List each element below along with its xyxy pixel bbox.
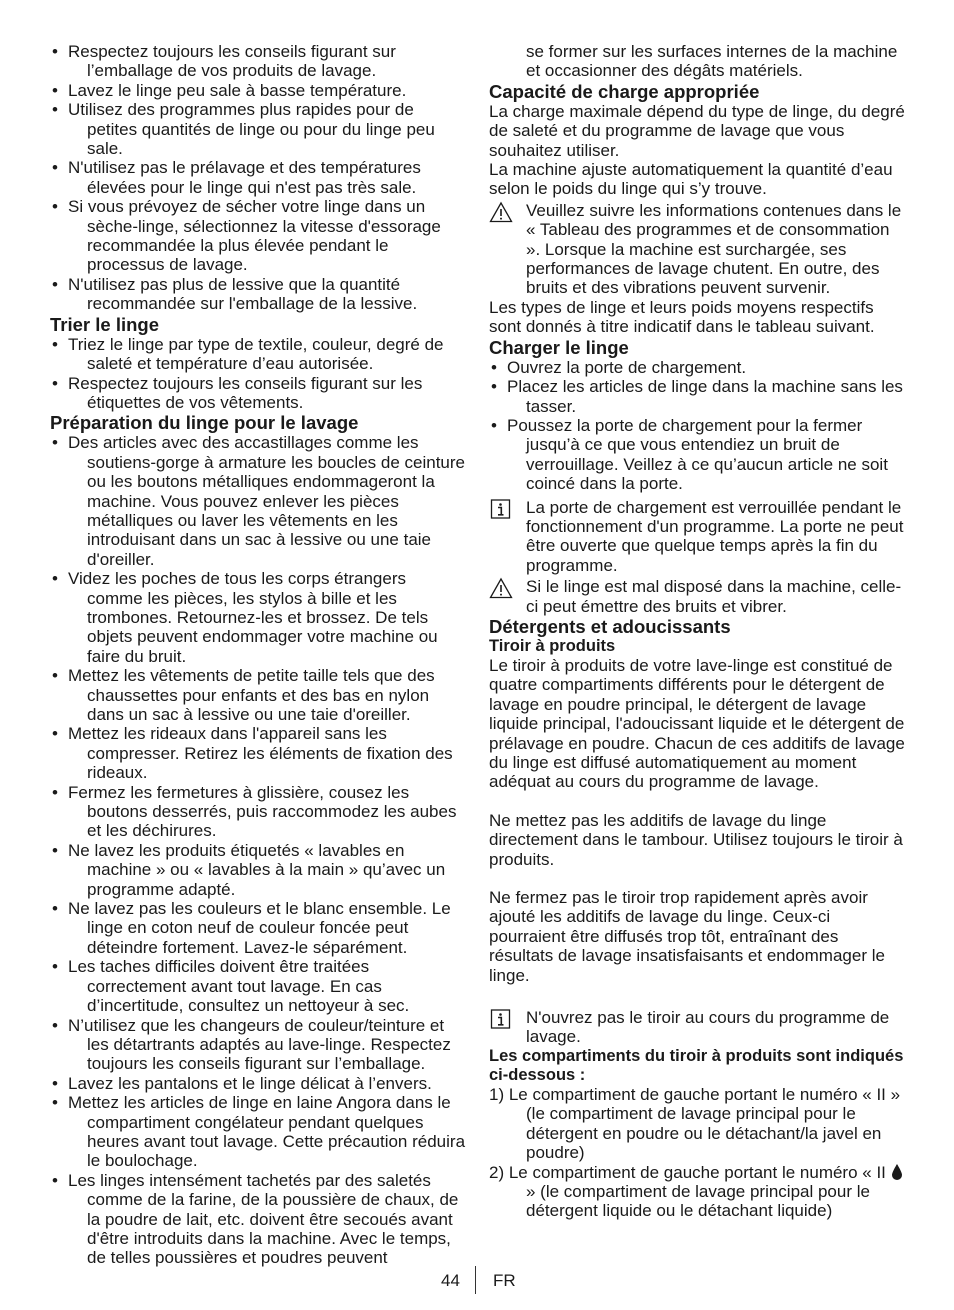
list-item: • Lavez le linge peu sale à basse température. <box>50 81 466 100</box>
warning-text: Si le linge est mal disposé dans la machine, celle-ci peut émettre des bruits et vibrer. <box>526 577 902 616</box>
list-item: • Videz les poches de tous les corps étrangers comme les pièces, les stylos à bille et les trombones. Retournez-les et brossez. De tels objets peuvent endommager votre machine ou faire du bruit. <box>50 569 466 666</box>
info-icon <box>489 498 513 520</box>
trier-list <box>50 335 466 413</box>
warning-text: Veuillez suivre les informations contenues dans le « Tableau des programmes et de consommation ». Lorsque la machine est surchargée, ses performances de lavage chutent. En outre, des bruits et des vibrations peuvent survenir. <box>526 200 902 298</box>
tips-list <box>50 42 466 314</box>
continued-text: se former sur les surfaces internes de la machine et occasionner des dégâts matériels. <box>526 42 898 81</box>
list-item: • Mettez les articles de linge en laine Angora dans le compartiment congélateur pendant quelques heures avant tout lavage. Cette précaution réduira le boulochage. <box>50 1093 466 1171</box>
paragraph: Ne mettez pas les additifs de lavage du linge directement dans le tambour. Utilisez toujours le tiroir à produits. <box>489 810 903 869</box>
list-item: • Poussez la porte de chargement pour la fermer jusqu’à ce que vous entendiez un bruit de verrouillage. Veillez à ce qu’aucun article ne soit coincé dans la porte. <box>489 416 905 494</box>
section-heading-preparation: Préparation du linge pour le lavage <box>50 412 359 434</box>
section-heading-detergents: Détergents et adoucissants <box>489 615 731 637</box>
list-item: • Mettez les vêtements de petite taille tels que des chaussettes pour enfants et des bas en nylon dans un sac à lessive ou une taie d'oreiller. <box>50 666 466 724</box>
compartments-heading: Les compartiments du tiroir à produits sont indiqués ci-dessous : <box>489 1046 904 1084</box>
liquid-drop-icon <box>891 1163 903 1181</box>
list-item: • Les taches difficiles doivent être traitées correctement avant tout lavage. En cas d’incertitude, consultez un nettoyeur à sec. <box>50 957 466 1015</box>
list-item: • Ne lavez pas les couleurs et le blanc ensemble. Le linge en coton neuf de couleur foncée peut déteindre fortement. Lavez-le séparément. <box>50 899 466 957</box>
left-column <box>50 42 466 1268</box>
list-item: • Mettez les rideaux dans l'appareil sans les compresser. Retirez les éléments de fixation des rideaux. <box>50 724 466 782</box>
list-item: • Si vous prévoyez de sécher votre linge dans un sèche-linge, sélectionnez la vitesse d'essorage recommandée la plus élevée pendant le processus de lavage. <box>50 197 466 275</box>
paragraph: Le tiroir à produits de votre lave-linge est constitué de quatre compartiments différents pour le détergent de lavage en poudre principal, le détergent de lavage liquide principal, l'adoucissant liquide et le détergent de prélavage en poudre. Chacun de ces additifs de lavage du linge est diffusé automatiquement au moment adéquat au cours du programme de lavage. <box>489 655 905 792</box>
info-text: La porte de chargement est verrouillée pendant le fonctionnement d'un programme. La porte ne peut être ouverte que quelque temps après la fin du programme. <box>526 497 904 575</box>
spacer <box>489 869 905 888</box>
subheading-tiroir: Tiroir à produits <box>489 636 616 655</box>
footer-divider <box>475 1266 476 1294</box>
info-note <box>489 498 905 576</box>
section-heading-trier: Trier le linge <box>50 313 159 335</box>
warning-triangle-icon <box>489 577 513 599</box>
info-icon <box>489 1008 513 1030</box>
item-2-text-start: 2) Le compartiment de gauche portant le numéro « II <box>489 1162 886 1182</box>
language-code: FR <box>493 1271 516 1290</box>
list-item: • Respectez toujours les conseils figurant sur les étiquettes de vos vêtements. <box>50 374 466 413</box>
list-item: • N'utilisez pas le prélavage et des températures élevées pour le linge qui n'est pas très sale. <box>50 158 466 197</box>
list-item: • N’utilisez que les changeurs de couleur/teinture et les détartrants adaptés au lave-linge. Respectez toujours les conseils figurant sur l’emballage. <box>50 1016 466 1074</box>
list-item: • Fermez les fermetures à glissière, cousez les boutons desserrés, puis raccommodez les aubes et les déchirures. <box>50 783 466 841</box>
warning-note <box>489 577 905 616</box>
section-heading-charger: Charger le linge <box>489 336 629 358</box>
info-text: N'ouvrez pas le tiroir au cours du programme de lavage. <box>526 1008 890 1047</box>
section-heading-capacite: Capacité de charge appropriée <box>489 80 760 102</box>
numbered-item-1: 1) Le compartiment de gauche portant le numéro « II » (le compartiment de lavage principal pour le détergent en poudre ou le détachant/la javel en poudre) <box>489 1084 901 1163</box>
list-item: • Lavez les pantalons et le linge délicat à l’envers. <box>50 1074 466 1093</box>
spacer <box>489 985 905 1004</box>
list-item: • Des articles avec des accastillages comme les soutiens-gorge à armature les boucles de ceinture ou les boutons métalliques endommageront la machine. Vous pouvez enlever les pièces métalliques ou laver les vêtements en les introduisant dans un sac à lessive ou une taie d'oreiller. <box>50 433 466 569</box>
list-item: • Placez les articles de linge dans la machine sans les tasser. <box>489 377 905 416</box>
paragraph: Ne fermez pas le tiroir trop rapidement après avoir ajouté les additifs de lavage du linge. Ceux-ci pourraient être diffusés trop tôt, entraînant des résultats de lavage insatisfaisants et endommager le linge. <box>489 888 885 985</box>
list-item: • Respectez toujours les conseils figurant sur l’emballage de vos produits de lavage. <box>50 42 466 81</box>
paragraph: La machine ajuste automatiquement la quantité d’eau selon le poids du linge qui s’y trouve. <box>489 160 893 199</box>
warning-note <box>489 201 905 298</box>
spacer <box>489 792 905 811</box>
right-column <box>489 42 905 1221</box>
list-item: • Utilisez des programmes plus rapides pour de petites quantités de linge ou pour du linge peu sale. <box>50 100 466 158</box>
list-item: • Ouvrez la porte de chargement. <box>489 358 905 377</box>
paragraph: La charge maximale dépend du type de linge, du degré de saleté et du programme de lavage que vous souhaitez utiliser. <box>489 101 905 160</box>
numbered-item-2 <box>489 1163 905 1221</box>
list-item: • Ne lavez les produits étiquetés « lavables en machine » ou « lavables à la main » qu’avec un programme adapté. <box>50 841 466 899</box>
preparation-list <box>50 433 466 1267</box>
list-item: • N'utilisez pas plus de lessive que la quantité recommandée sur l'emballage de la lessive. <box>50 275 466 314</box>
paragraph: Les types de linge et leurs poids moyens respectifs sont donnés à titre indicatif dans le tableau suivant. <box>489 297 875 337</box>
item-2-text-end: » (le compartiment de lavage principal pour le détergent liquide ou le détachant liquide) <box>526 1181 870 1221</box>
page-number: 44 <box>441 1271 460 1290</box>
charger-list <box>489 358 905 494</box>
list-item: • Triez le linge par type de textile, couleur, degré de saleté et température d’eau autorisée. <box>50 335 466 374</box>
info-note <box>489 1008 905 1047</box>
warning-triangle-icon <box>489 201 513 223</box>
list-item: • Les linges intensément tachetés par des saletés comme de la farine, de la poussière de chaux, de la poudre de lait, etc. doivent être secoués avant d'être introduits dans la machine. Avec le temps, de telles poussières et poudres peuvent <box>50 1171 466 1268</box>
